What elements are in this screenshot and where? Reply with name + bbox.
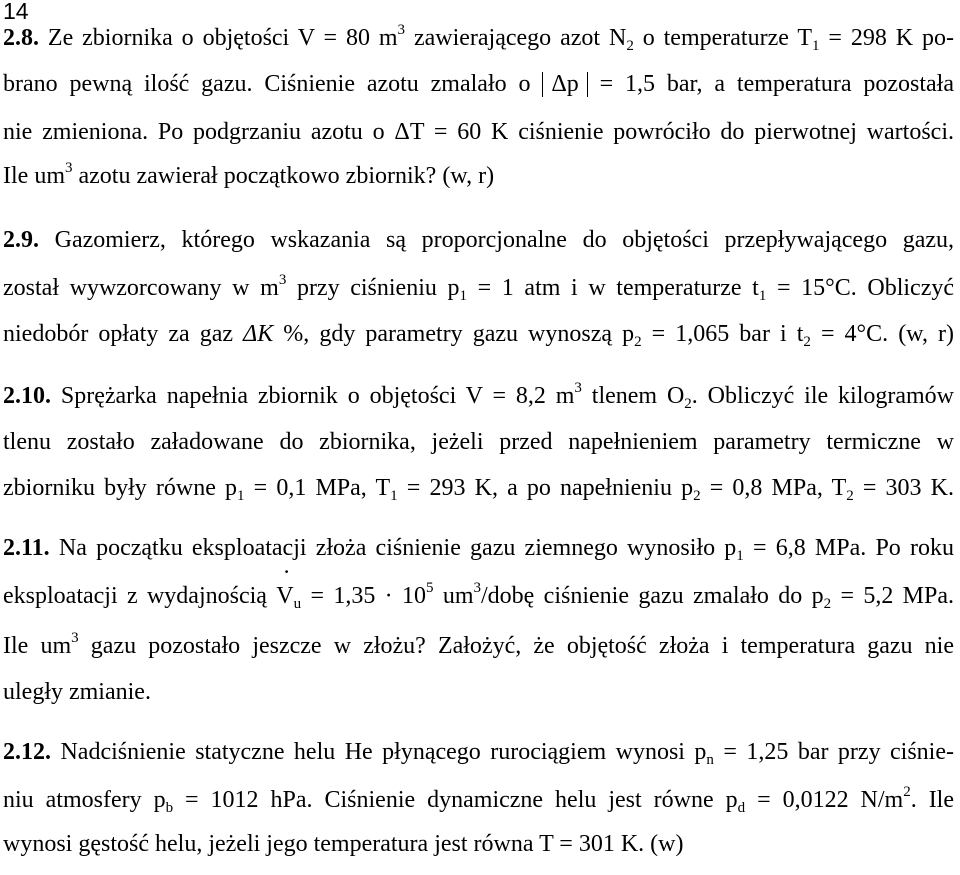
subscript: 2 — [823, 596, 832, 612]
problem-number: 2.8. — [3, 25, 39, 51]
text-run: przy ciśnieniu p — [286, 275, 460, 301]
text-line — [3, 120, 954, 144]
text-run: Na początku eksploatacji złoża ciśnienie gazu ziemnego wynosiło p — [49, 535, 737, 561]
text-run: = 4°C. (w, r) — [810, 321, 954, 347]
text-run: nie zmieniona. Po podgrzaniu azotu o ΔT = 60 K ciśnienie powróciło do pierwotnej wartości. — [3, 119, 954, 145]
text-run: Ile um — [3, 163, 65, 189]
text-run: . Obliczyć ile kilogramów — [691, 383, 955, 409]
subscript: 2 — [684, 396, 692, 412]
text-run: wynosi gęstość helu, jeżeli jego temperatura jest równa T = 301 K. (w) — [3, 831, 684, 857]
superscript: 3 — [397, 22, 406, 38]
text-run: Ze zbiornika o objętości V = 80 m — [39, 25, 398, 51]
subscript: 1 — [812, 38, 820, 54]
text-run: %, gdy parametry gazu wynoszą p — [273, 321, 635, 347]
text-line — [3, 321, 954, 350]
text-run: /dobę ciśnienie gazu zmalało do p — [481, 583, 824, 609]
text-line — [3, 475, 955, 504]
subscript: 1 — [390, 488, 398, 504]
text-run: tlenem O — [581, 383, 685, 409]
text-run: . Ile — [910, 787, 955, 813]
subscript: u — [293, 596, 302, 612]
text-run: = 0,1 MPa, T — [244, 475, 391, 501]
text-line — [3, 272, 954, 304]
text-run: um — [433, 583, 474, 609]
text-run: Nadciśnienie statyczne helu He płynącego rurociągiem wynosi p — [51, 739, 707, 765]
text-run: = 298 K po- — [819, 25, 955, 51]
subscript: 2 — [846, 488, 854, 504]
text-run: niu atmosfery p — [3, 787, 166, 813]
text-line — [3, 535, 955, 564]
problem-number: 2.9. — [3, 227, 39, 253]
text-run: Gazomierz, którego wskazania są proporcjonalne do objętości przepływającego gazu, — [39, 227, 954, 253]
text-run: gazu pozostało jeszcze w złożu? Założyć, że objętość złoża i temperatura gazu nie — [78, 633, 954, 659]
text-run: = 6,8 MPa. Po roku — [743, 535, 955, 561]
superscript: 5 — [426, 580, 434, 596]
text-line — [3, 832, 683, 856]
problem-number: 2.12. — [3, 739, 51, 765]
text-run: = 1012 hPa. Ciśnienie dynamiczne helu jest równe p — [173, 787, 738, 813]
subscript: 1 — [736, 548, 744, 564]
subscript: n — [706, 752, 714, 768]
text-run: = 0,0122 N/m — [745, 787, 904, 813]
v-dot-symbol: ˙ V — [276, 584, 293, 608]
superscript: 3 — [71, 630, 79, 646]
text-line — [3, 580, 955, 612]
text-line — [3, 72, 954, 97]
subscript: 1 — [237, 488, 245, 504]
superscript: 3 — [278, 272, 287, 288]
text-run: = 293 K, a po napełnieniu p — [397, 475, 694, 501]
subscript: 2 — [693, 488, 701, 504]
text-run: Sprężarka napełnia zbiornik o objętości V = 8,2 m — [51, 383, 575, 409]
problem-number: 2.10. — [3, 383, 51, 409]
superscript: 3 — [64, 160, 73, 176]
superscript: 3 — [574, 380, 582, 396]
text-run: zawierającego azot N — [405, 25, 627, 51]
problem-number: 2.11. — [3, 535, 50, 561]
text-run: tlenu zostało załadowane do zbiornika, jeżeli przed napełnieniem parametry termiczne w — [3, 429, 954, 455]
text-line — [3, 380, 955, 412]
text-line — [3, 630, 954, 659]
text-run: uległy zmianie. — [3, 679, 151, 705]
text-run: = 1,25 bar przy ciśnie- — [713, 739, 954, 765]
subscript: d — [737, 800, 746, 816]
text-run: = 0,8 MPa, T — [700, 475, 847, 501]
text-run: azotu zawierał początkowo zbiornik? (w, r) — [72, 163, 495, 189]
subscript: 2 — [634, 334, 642, 350]
subscript: 2 — [626, 38, 634, 54]
text-line — [3, 739, 954, 768]
text-run: = 15°C. Obliczyć — [766, 275, 954, 301]
text-line — [3, 784, 955, 816]
text-run: = 1,5 bar, a temperatura pozostała — [587, 71, 954, 97]
text-run: został wywzorcowany w m — [3, 275, 279, 301]
text-line — [3, 680, 151, 704]
text-run: = 303 K. — [853, 475, 955, 501]
text-run: niedobór opłaty za gaz — [3, 321, 244, 347]
superscript: 3 — [473, 580, 482, 596]
text-run: = 1 atm i w temperaturze t — [467, 275, 759, 301]
text-line — [3, 22, 955, 54]
subscript: 1 — [459, 288, 467, 304]
text-run: Ile um — [3, 633, 72, 659]
text-run: zbiorniku były równe p — [3, 475, 238, 501]
subscript: 2 — [803, 334, 811, 350]
text-line — [3, 160, 495, 189]
text-run: = 5,2 MPa. — [831, 583, 955, 609]
absolute-value-delta-p: Δp — [542, 72, 587, 97]
delta-k-symbol: ΔK — [243, 321, 274, 347]
superscript: 2 — [903, 784, 911, 800]
text-line — [3, 228, 954, 252]
subscript: 1 — [758, 288, 767, 304]
page-number: 14 — [3, 0, 29, 24]
text-run: brano pewną ilość gazu. Ciśnienie azotu zmalało o — [3, 71, 543, 97]
text-run: eksploatacji z wydajnością — [3, 583, 277, 609]
text-line — [3, 430, 954, 454]
text-run: = 1,065 bar i t — [641, 321, 804, 347]
text-run: = 1,35 · 10 — [301, 583, 426, 609]
text-run: o temperaturze T — [633, 25, 813, 51]
subscript: b — [165, 800, 174, 816]
